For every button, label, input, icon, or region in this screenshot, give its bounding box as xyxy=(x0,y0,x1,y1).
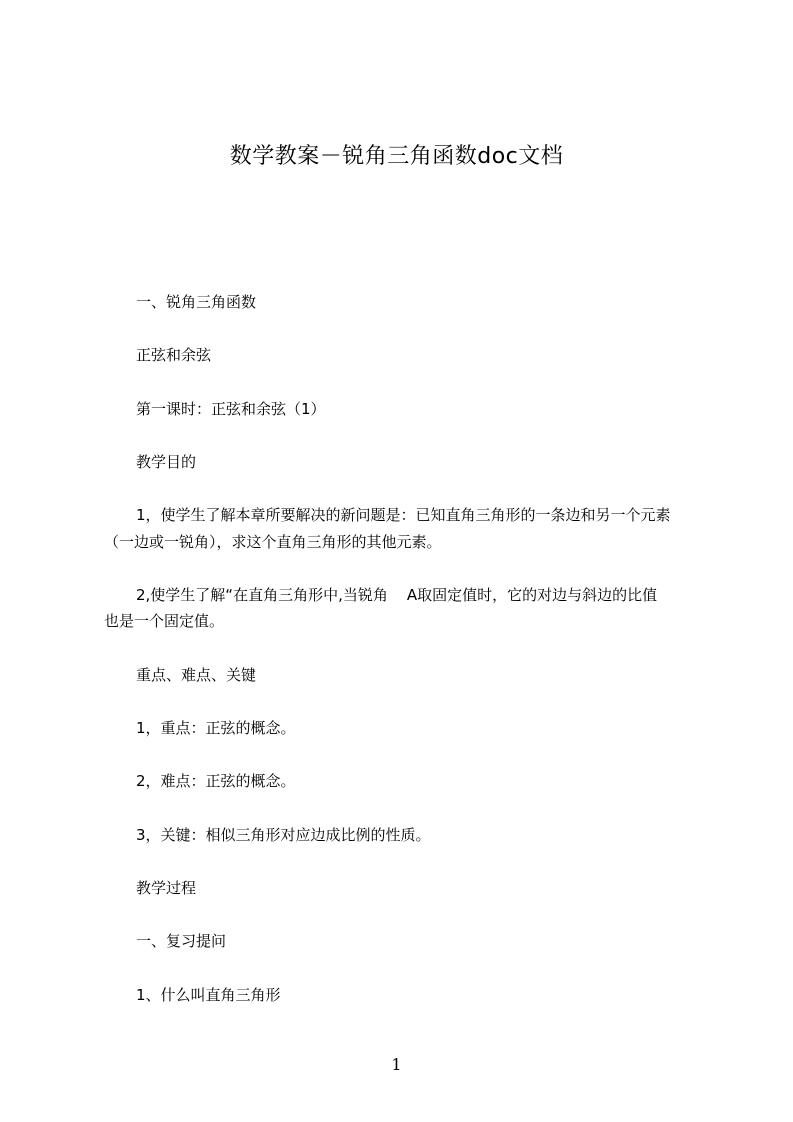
objective-2-line-2: 也是一个固定值。 xyxy=(104,612,225,630)
key-point-3: 3，关键：相似三角形对应边成比例的性质。 xyxy=(136,826,431,844)
subsection-heading: 正弦和余弦 xyxy=(136,346,212,364)
objective-1-line-1: 1，使学生了解本章所要解决的新问题是：已知直角三角形的一条边和另一个元素 xyxy=(136,506,671,524)
key-point-1: 1，重点：正弦的概念。 xyxy=(136,719,296,737)
review-question-1: 1、什么叫直角三角形 xyxy=(136,986,281,1004)
lesson-heading: 第一课时：正弦和余弦（1） xyxy=(136,400,326,418)
key-point-2: 2，难点：正弦的概念。 xyxy=(136,772,296,790)
objective-2-line-1: 2,使学生了解“在直角三角形中,当锐角 A取固定值时，它的对边与斜边的比值 xyxy=(136,586,658,604)
review-heading: 一、复习提问 xyxy=(136,932,227,950)
page-number: 1 xyxy=(391,1055,402,1074)
process-heading: 教学过程 xyxy=(136,879,197,897)
document-title: 数学教案－锐角三角函数doc文档 xyxy=(229,144,564,169)
key-points-heading: 重点、难点、关键 xyxy=(136,666,257,684)
section-heading: 一、锐角三角函数 xyxy=(136,293,257,311)
objective-1-line-2: （一边或一锐角），求这个直角三角形的其他元素。 xyxy=(104,533,442,551)
objectives-heading: 教学目的 xyxy=(136,453,197,471)
